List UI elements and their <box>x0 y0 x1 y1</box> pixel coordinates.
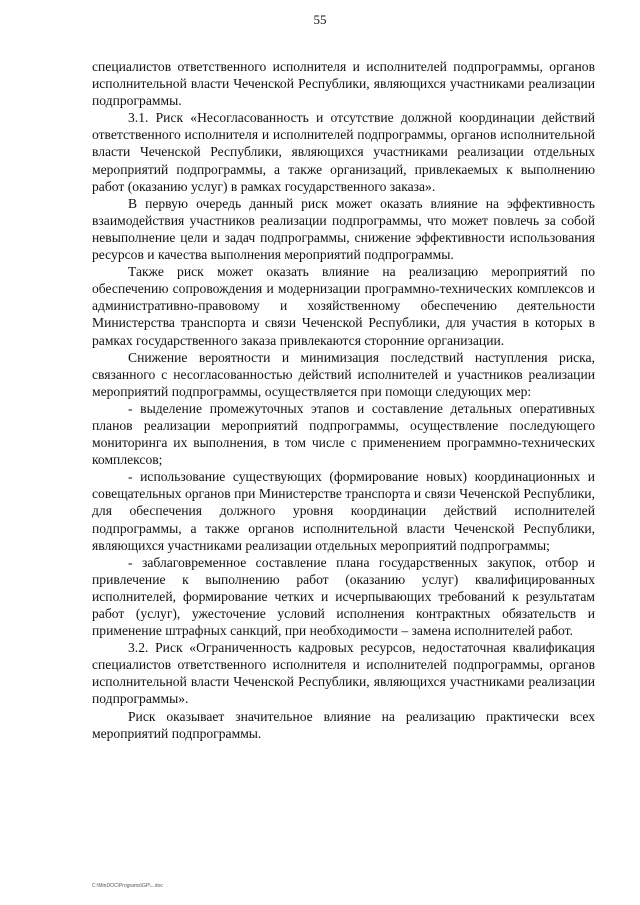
paragraph-risk-3-1: 3.1. Риск «Несогласованность и отсутствие должной координации действий ответственного исполнителя и исполнителей подпрограммы, органов исполнительной власти Чеченской Республики, являющихся участниками реализации отдельных мероприятий подпрограммы, а также организаций, привлекаемых к выполнению работ (оказанию услуг) в рамках государственного заказа». <box>92 110 595 194</box>
document-body <box>92 58 595 742</box>
list-item-measure-3: - заблаговременное составление плана государственных закупок, отбор и привлечение к выполнению работ (оказанию услуг) квалифицированных исполнителей, формирование четких и исчерпывающих требований к результатам работ (услуг), ужесточение условий исполнения контрактных обязательств и применение штрафных санкций, при необходимости – замена исполнителей работ. <box>92 554 595 639</box>
paragraph-mitigation-intro: Снижение вероятности и минимизация последствий наступления риска, связанного с несогласованностью действий исполнителей и участников реализации мероприятий подпрограммы, осуществляется при помощи следующих мер: <box>92 349 595 399</box>
list-item-measure-2: - использование существующих (формирование новых) координационных и совещательных органов при Министерстве транспорта и связи Чеченской Республики, для обеспечения должного уровня координации действий исполнителей подпрограммы, а также органов исполнительной власти Чеченской Республики, являющихся участниками реализации отдельных мероприятий подпрограммы; <box>92 469 595 553</box>
paragraph-risk-3-2: 3.2. Риск «Ограниченность кадровых ресурсов, недостаточная квалификация специалистов ответственного исполнителя и исполнителей подпрограммы, органов исполнительной власти Чеченской Республики, являющихся участниками реализации подпрограммы». <box>92 640 595 707</box>
paragraph-risk-additional-impact: Также риск может оказать влияние на реализацию мероприятий по обеспечению сопровождения и модернизации программно-технических комплексов и административно-правовому и хозяйственному обеспечению деятельности Министерства транспорта и связи Чеченской Республики, для участия в которых в рамках государственного заказа привлекаются сторонние организации. <box>92 264 595 348</box>
paragraph-risk-impact: В первую очередь данный риск может оказать влияние на эффективность взаимодействия участников реализации подпрограммы, что может повлечь за собой невыполнение цели и задач подпрограммы, снижение эффективности использования ресурсов и качества выполнения мероприятий подпрограммы. <box>92 195 595 263</box>
page-number: 55 <box>313 12 327 27</box>
list-item-measure-1: - выделение промежуточных этапов и составление детальных оперативных планов реализации мероприятий подпрограммы, осуществление последующего мониторинга их выполнения, в том числе с применением программно-технических комплексов; <box>92 400 595 468</box>
paragraph-continuation: специалистов ответственного исполнителя и исполнителей подпрограммы, органов исполнительной власти Чеченской Республики, являющихся участниками реализации подпрограммы. <box>92 59 595 109</box>
paragraph-risk-3-2-impact: Риск оказывает значительное влияние на реализацию практически всех мероприятий подпрограммы. <box>92 708 595 741</box>
footer-file-path: С:\MinDOC\Programs\GP\...doc <box>92 883 163 889</box>
